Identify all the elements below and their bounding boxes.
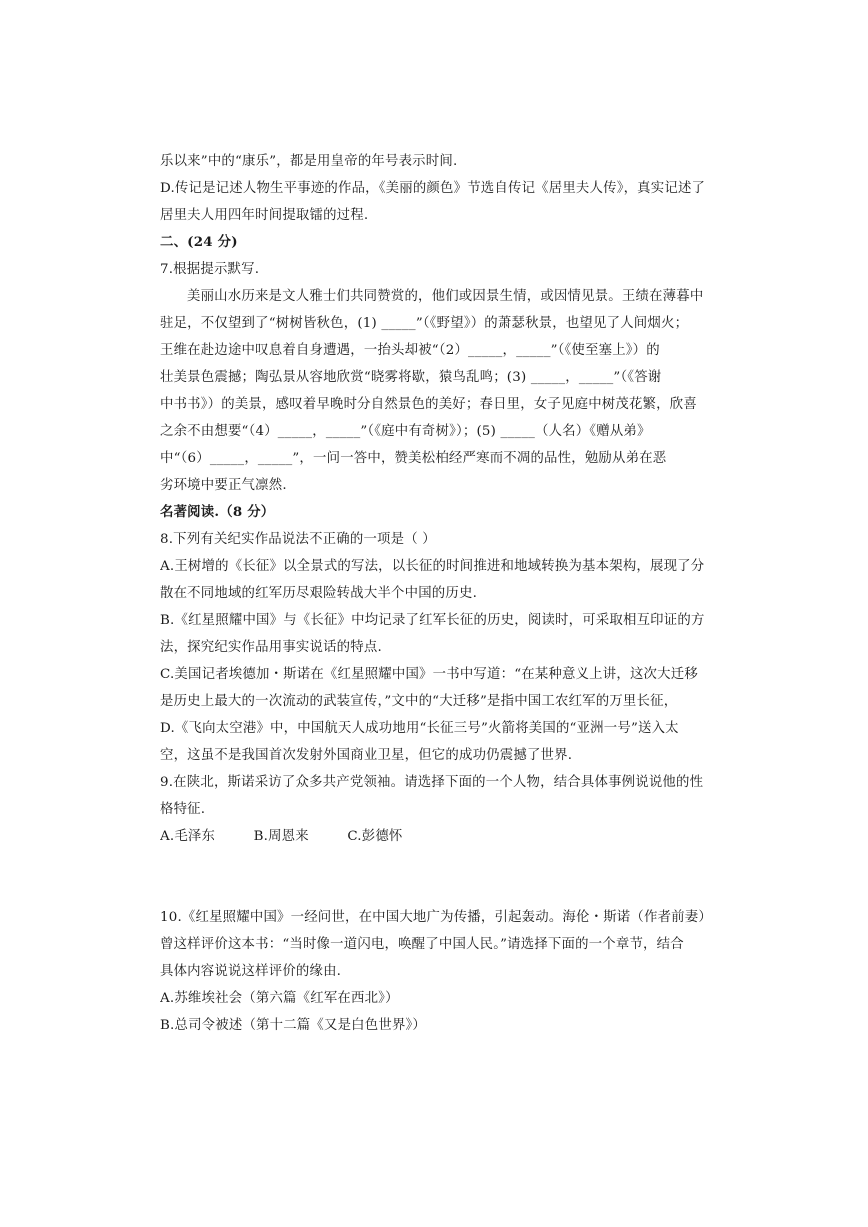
- option-d: D.《飞向太空港》中，中国航天人成功地用“长征三号”火箭将美国的“亚洲一号”送入太: [160, 721, 679, 736]
- text-line: 散在不同地域的红军历尽艰险转战大半个中国的历史.: [160, 586, 478, 601]
- text-line: 美丽山水历来是文人雅士们共同赞赏的，他们或因景生情，或因情见景。王绩在薄暮中: [187, 289, 704, 304]
- option-peng: C.彭德怀: [347, 829, 403, 844]
- option-b: B.《红星照耀中国》与《长征》中均记录了红军长征的历史，阅读时，可采取相互印证的方: [160, 613, 705, 628]
- question-8-prompt: 8.下列有关纪实作品说法不正确的一项是（ ）: [160, 532, 436, 547]
- text-line: 空，这虽不是我国首次发射外国商业卫星，但它的成功仍震撼了世界.: [160, 748, 573, 763]
- text-line: 曾这样评价这本书：“当时像一道闪电，唤醒了中国人民。”请选择下面的一个章节，结合: [160, 937, 684, 952]
- text-line: 中书书》）的美景，感叹着早晚时分自然景色的美好；春日里，女子见庭中树茂花繁，欣喜: [160, 397, 697, 412]
- option-mao: A.毛泽东: [160, 829, 216, 844]
- option-a: A.王树增的《长征》以全景式的写法，以长征的时间推进和地域转换为基本架构，展现了分: [160, 559, 705, 574]
- section-heading: 名著阅读.（8 分）: [160, 504, 275, 520]
- text-line: D.传记是记述人物生平事迹的作品，《美丽的颜色》节选自传记《居里夫人传》，真实记述了: [160, 181, 706, 196]
- text-line: 乐以来”中的“康乐”，都是用皇帝的年号表示时间.: [160, 154, 458, 169]
- page-content: [160, 148, 712, 1039]
- option-c: C.美国记者埃德加・斯诺在《红星照耀中国》一书中写道：“在某种意义上讲，这次大迁移: [160, 667, 698, 682]
- section-heading: 二、(24 分): [160, 234, 238, 250]
- text-line: 格特征.: [160, 802, 206, 817]
- chapter-option-b: B.总司令被述（第十二篇《又是白色世界》）: [160, 1018, 427, 1033]
- text-line: 是历史上最大的一次流动的武装宣传，”文中的“大迁移”是指中国工农红军的万里长征，: [160, 694, 678, 709]
- text-line: 之余不由想要“（4）_____，_____”（《庭中有奇树》）；(5) _____（人名）《赠从弟》: [160, 424, 651, 439]
- text-line: 壮美景色震撼；陶弘景从容地欣赏“晓雾将歇，猿鸟乱鸣；(3) _____，_____”（《答谢: [160, 370, 662, 385]
- answer-space: [160, 850, 712, 904]
- text-line: 驻足，不仅望到了“树树皆秋色，(1) _____”（《野望》）的萧瑟秋景，也望见了人间烟火；: [160, 316, 689, 331]
- question-10-prompt: 10.《红星照耀中国》一经问世，在中国大地广为传播，引起轰动。海伦・斯诺（作者前妻）: [160, 910, 712, 925]
- question-7-prompt: 7.根据提示默写.: [160, 262, 260, 277]
- text-line: 居里夫人用四年时间提取镭的过程.: [160, 208, 369, 223]
- text-line: 劣环境中要正气凛然.: [160, 478, 287, 493]
- text-line: 中“（6）_____，_____”，一问一答中，赞美松柏经严寒而不凋的品性，勉励从弟在恶: [160, 451, 667, 466]
- text-line: 具体内容说说这样评价的缘由.: [160, 964, 342, 979]
- question-9-options: [160, 823, 712, 850]
- option-zhou: B.周恩来: [253, 829, 309, 844]
- chapter-option-a: A.苏维埃社会（第六篇《红军在西北》）: [160, 991, 399, 1006]
- text-line: 法，探究纪实作品用事实说话的特点.: [160, 640, 382, 655]
- text-line: 王维在赴边途中叹息着自身遭遇，一抬头却被“（2）_____，_____”（《使至塞上》）的: [160, 343, 660, 358]
- question-9-prompt: 9.在陕北，斯诺采访了众多共产党领袖。请选择下面的一个人物，结合具体事例说说他的性: [160, 775, 704, 790]
